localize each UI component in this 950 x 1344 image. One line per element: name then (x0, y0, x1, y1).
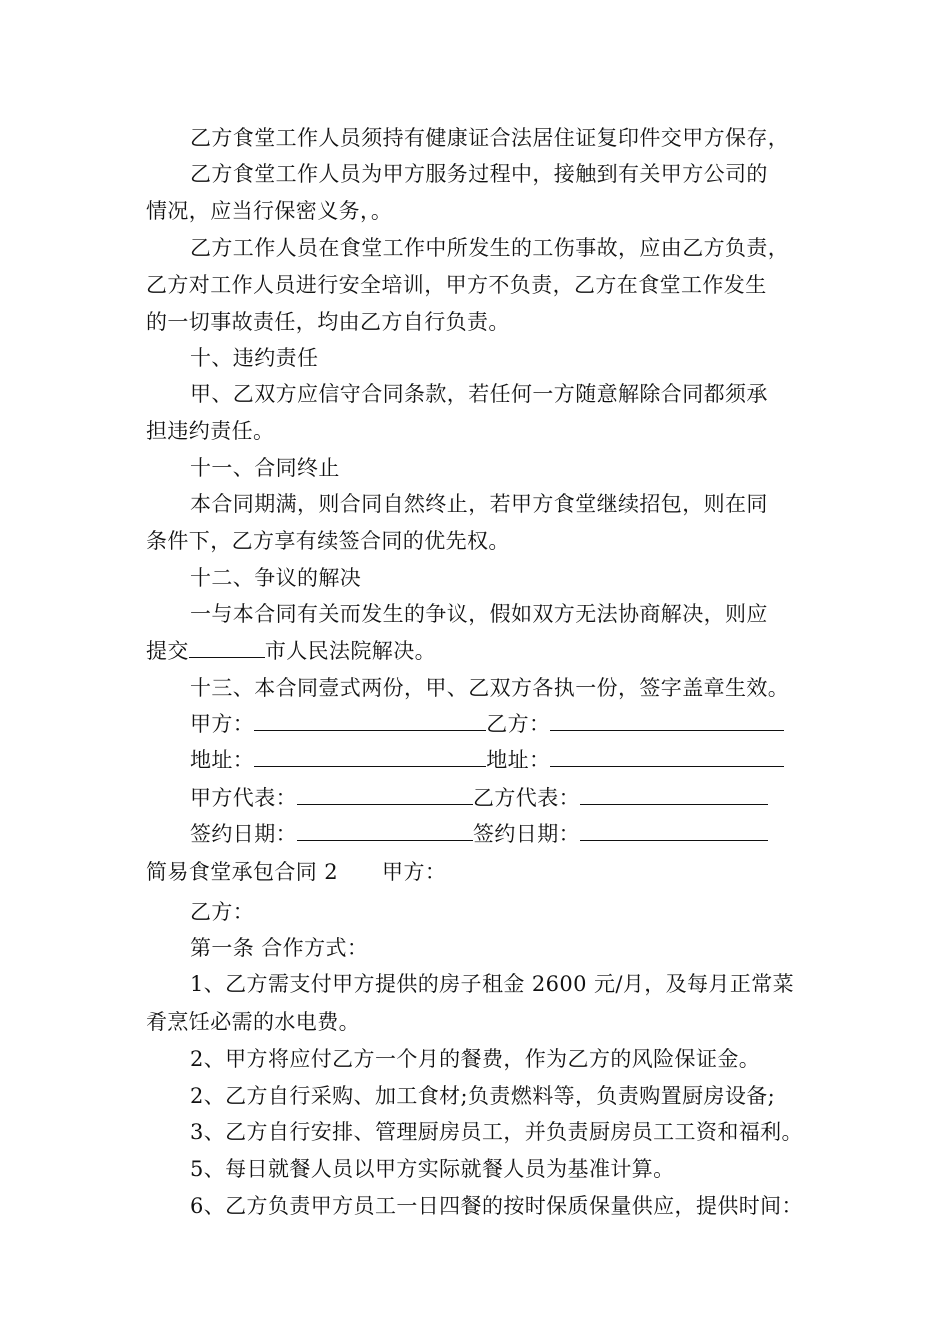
contract2-title: 简易食堂承包合同 2 (146, 860, 339, 884)
rep-a-blank (297, 784, 473, 805)
rep-a-label: 甲方代表： (190, 786, 297, 810)
party-b-label: 乙方： (486, 712, 551, 736)
paragraph-confidentiality-line1: 乙方食堂工作人员为甲方服务过程中，接触到有关甲方公司的 (190, 162, 768, 186)
paragraph-breach-line2: 担违约责任。 (146, 419, 275, 443)
contract2-title-row (146, 858, 446, 886)
paragraph-injury-line2: 乙方对工作人员进行安全培训，甲方不负责，乙方在食堂工作发生 (146, 273, 767, 297)
section-heading-breach: 十、违约责任 (190, 346, 319, 370)
contract2-item3-staff: 3、乙方自行安排、管理厨房员工，并负责厨房员工工资和福利。 (190, 1120, 803, 1144)
signature-row-address (190, 746, 784, 774)
rep-b-blank (580, 784, 768, 805)
contract2-party-a-label: 甲方： (382, 860, 447, 884)
contract2-item6-meals: 6、乙方负责甲方员工一日四餐的按时保质保量供应，提供时间： (190, 1194, 803, 1218)
contract2-article1-heading: 第一条 合作方式： (190, 936, 369, 960)
date-a-blank (297, 820, 473, 841)
contract2-item1-line1: 1、乙方需支付甲方提供的房子租金 2600 元/月，及每月正常菜 (190, 972, 795, 996)
section-heading-dispute: 十二、争议的解决 (190, 566, 362, 590)
date-a-label: 签约日期： (190, 822, 297, 846)
contract2-item2-deposit: 2、甲方将应付乙方一个月的餐费，作为乙方的风险保证金。 (190, 1047, 761, 1071)
party-a-blank (254, 710, 486, 731)
address-b-label: 地址： (486, 748, 551, 772)
paragraph-health-certificate: 乙方食堂工作人员须持有健康证合法居住证复印件交甲方保存， (190, 126, 790, 150)
contract2-item5-diners: 5、每日就餐人员以甲方实际就餐人员为基准计算。 (190, 1157, 675, 1181)
dispute-submit-label: 提交 (146, 639, 189, 663)
court-city-blank (189, 637, 265, 658)
section-heading-termination: 十一、合同终止 (190, 456, 340, 480)
signature-row-date (190, 820, 768, 848)
party-b-blank (550, 710, 784, 731)
dispute-court-label: 市人民法院解决。 (264, 639, 437, 663)
date-b-blank (580, 820, 768, 841)
address-b-blank (550, 746, 784, 767)
date-b-label: 签约日期： (473, 822, 580, 846)
paragraph-dispute-line1: 一与本合同有关而发生的争议，假如双方无法协商解决，则应 (190, 602, 768, 626)
rep-b-label: 乙方代表： (473, 786, 580, 810)
contract2-item1-line2: 肴烹饪必需的水电费。 (146, 1010, 360, 1034)
party-a-label: 甲方： (190, 712, 255, 736)
contract2-item2-procurement: 2、乙方自行采购、加工食材;负责燃料等，负责购置厨房设备; (190, 1084, 776, 1108)
section-heading-copies: 十三、本合同壹式两份，甲、乙双方各执一份，签字盖章生效。 (190, 676, 790, 700)
signature-row-party (190, 710, 784, 738)
paragraph-breach-line1: 甲、乙双方应信守合同条款，若任何一方随意解除合同都须承 (190, 382, 768, 406)
address-a-blank (254, 746, 486, 767)
address-a-label: 地址： (190, 748, 255, 772)
paragraph-injury-line1: 乙方工作人员在食堂工作中所发生的工伤事故，应由乙方负责， (190, 236, 790, 260)
paragraph-termination-line1: 本合同期满，则合同自然终止，若甲方食堂继续招包，则在同 (190, 492, 768, 516)
paragraph-termination-line2: 条件下，乙方享有续签合同的优先权。 (146, 529, 510, 553)
signature-row-representative (190, 784, 768, 812)
paragraph-injury-line3: 的一切事故责任，均由乙方自行负责。 (146, 310, 510, 334)
contract2-party-b-label: 乙方： (190, 900, 255, 924)
paragraph-confidentiality-line2: 情况，应当行保密义务，。 (146, 199, 393, 223)
paragraph-dispute-line2 (146, 637, 436, 665)
